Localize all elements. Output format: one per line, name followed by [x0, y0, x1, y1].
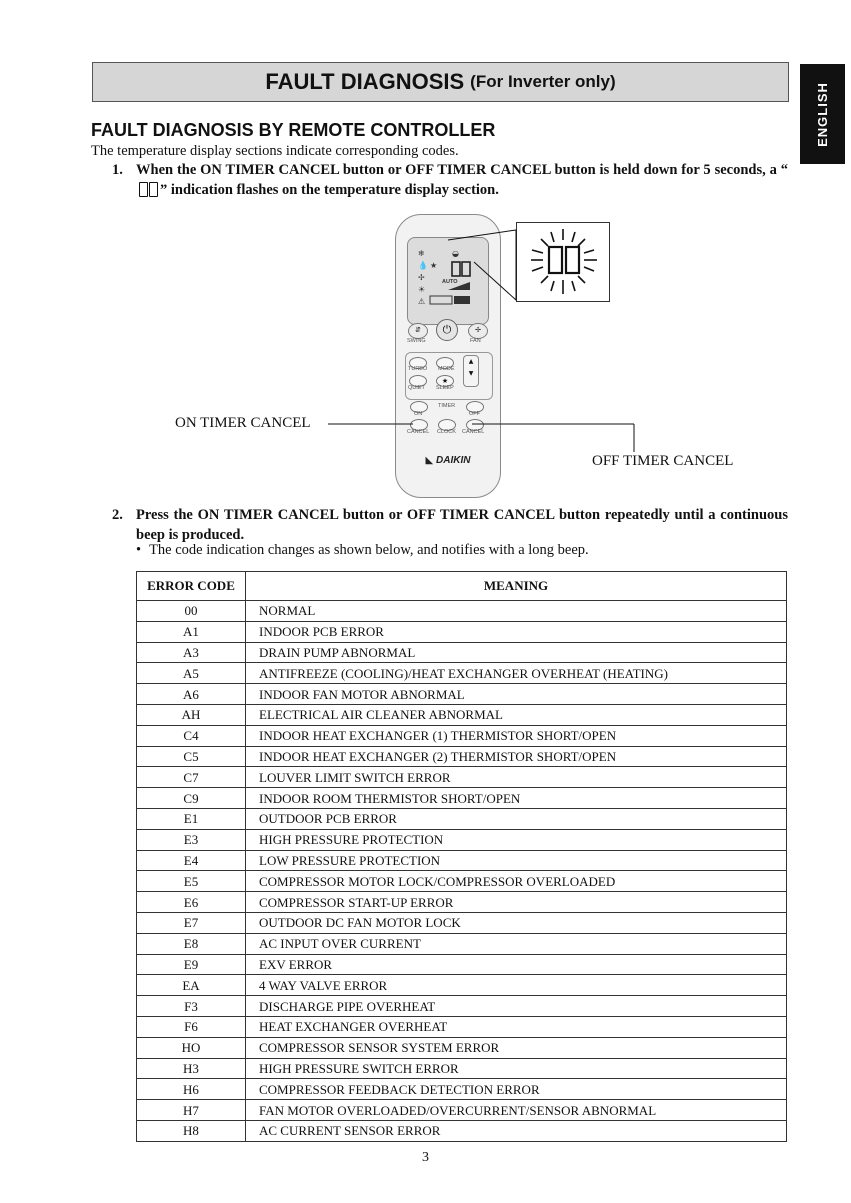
- error-code-cell: A3: [137, 642, 246, 663]
- figure-leader-lines: [0, 0, 851, 520]
- error-code-cell: E8: [137, 933, 246, 954]
- table-row: [137, 1120, 787, 1141]
- meaning-cell: FAN MOTOR OVERLOADED/OVERCURRENT/SENSOR ABNORMAL: [246, 1100, 787, 1121]
- meaning-cell: AC INPUT OVER CURRENT: [246, 933, 787, 954]
- language-tab-label: ENGLISH: [815, 81, 831, 147]
- table-row: [137, 621, 787, 642]
- lcd-auto-label: AUTO: [442, 279, 458, 285]
- error-code-cell: E6: [137, 892, 246, 913]
- swing-button[interactable]: ⇵: [408, 323, 428, 339]
- error-code-cell: E4: [137, 850, 246, 871]
- table-header-row: [137, 572, 787, 601]
- meaning-cell: LOUVER LIMIT SWITCH ERROR: [246, 767, 787, 788]
- table-row: [137, 1037, 787, 1058]
- clock-label: CLOCK: [437, 429, 456, 435]
- error-code-header: ERROR CODE: [137, 572, 246, 601]
- error-code-cell: E7: [137, 912, 246, 933]
- meaning-cell: EXV ERROR: [246, 954, 787, 975]
- meaning-header: MEANING: [246, 572, 787, 601]
- meaning-cell: AC CURRENT SENSOR ERROR: [246, 1120, 787, 1141]
- step-1-number: 1.: [112, 162, 123, 178]
- error-code-cell: H7: [137, 1100, 246, 1121]
- meaning-cell: COMPRESSOR START-UP ERROR: [246, 892, 787, 913]
- table-row: [137, 933, 787, 954]
- off-label: OFF: [469, 411, 480, 417]
- mode-label: MODE: [438, 366, 455, 372]
- table-row: [137, 996, 787, 1017]
- meaning-cell: HEAT EXCHANGER OVERHEAT: [246, 1016, 787, 1037]
- error-code-cell: E9: [137, 954, 246, 975]
- error-code-cell: F6: [137, 1016, 246, 1037]
- cancel-left-label: CANCEL: [407, 429, 430, 435]
- swing-label: SWING: [407, 338, 426, 344]
- error-code-cell: H8: [137, 1120, 246, 1141]
- meaning-cell: COMPRESSOR SENSOR SYSTEM ERROR: [246, 1037, 787, 1058]
- meaning-cell: LOW PRESSURE PROTECTION: [246, 850, 787, 871]
- error-code-cell: C7: [137, 767, 246, 788]
- table-row: [137, 850, 787, 871]
- page-number: 3: [422, 1150, 429, 1165]
- error-code-table: [136, 571, 787, 1142]
- meaning-cell: DISCHARGE PIPE OVERHEAT: [246, 996, 787, 1017]
- turbo-label: TURBO: [408, 366, 428, 372]
- table-row: [137, 954, 787, 975]
- meaning-cell: INDOOR HEAT EXCHANGER (2) THERMISTOR SHORT/OPEN: [246, 746, 787, 767]
- meaning-cell: INDOOR PCB ERROR: [246, 621, 787, 642]
- table-row: [137, 808, 787, 829]
- error-code-cell: C4: [137, 725, 246, 746]
- meaning-cell: INDOOR ROOM THERMISTOR SHORT/OPEN: [246, 788, 787, 809]
- on-label: ON: [414, 411, 423, 417]
- svg-text:☀: ☀: [418, 285, 426, 294]
- power-button[interactable]: ⏻: [436, 319, 458, 341]
- error-code-cell: F3: [137, 996, 246, 1017]
- fan-label: FAN: [470, 338, 481, 344]
- error-code-cell: A1: [137, 621, 246, 642]
- svg-text:★: ★: [430, 261, 438, 270]
- timer-label: TIMER: [438, 403, 456, 409]
- svg-text:⚠: ⚠: [418, 297, 426, 306]
- table-row: [137, 975, 787, 996]
- banner-subtitle: (For Inverter only): [470, 72, 616, 91]
- svg-text:✢: ✢: [418, 273, 425, 282]
- table-row: [137, 684, 787, 705]
- table-row: [137, 746, 787, 767]
- error-code-cell: C9: [137, 788, 246, 809]
- step-2-text: Press the ON TIMER CANCEL button or OFF TIMER CANCEL button repeatedly until a continuous beep is produced.: [136, 507, 788, 543]
- table-row: [137, 1079, 787, 1100]
- svg-text:◒: ◒: [452, 249, 459, 258]
- section-title: FAULT DIAGNOSIS BY REMOTE CONTROLLER: [91, 120, 496, 140]
- brand-text: DAIKIN: [436, 455, 471, 466]
- meaning-cell: HIGH PRESSURE SWITCH ERROR: [246, 1058, 787, 1079]
- error-code-rows: [137, 601, 787, 1142]
- table-row: [137, 829, 787, 850]
- error-code-cell: EA: [137, 975, 246, 996]
- error-code-cell: A6: [137, 684, 246, 705]
- daikin-logo-icon: ◣: [425, 455, 434, 466]
- table-row: [137, 601, 787, 622]
- table-row: [137, 642, 787, 663]
- meaning-cell: NORMAL: [246, 601, 787, 622]
- step-2-bullet: [136, 542, 589, 559]
- table-row: [137, 1100, 787, 1121]
- error-code-cell: E3: [137, 829, 246, 850]
- error-code-cell: E5: [137, 871, 246, 892]
- on-timer-cancel-callout: ON TIMER CANCEL: [175, 415, 311, 431]
- meaning-cell: ELECTRICAL AIR CLEANER ABNORMAL: [246, 704, 787, 725]
- fan-button[interactable]: ✢: [468, 323, 488, 339]
- error-code-cell: E1: [137, 808, 246, 829]
- error-code-cell: HO: [137, 1037, 246, 1058]
- step-1-text-after: ” indication flashes on the temperature display section.: [160, 182, 499, 198]
- error-code-cell: AH: [137, 704, 246, 725]
- sleep-label: SLEEP: [436, 385, 454, 391]
- svg-text:💧: 💧: [418, 261, 428, 270]
- table-row: [137, 1058, 787, 1079]
- table-row: [137, 663, 787, 684]
- meaning-cell: COMPRESSOR FEEDBACK DETECTION ERROR: [246, 1079, 787, 1100]
- table-row: [137, 1016, 787, 1037]
- error-code-cell: C5: [137, 746, 246, 767]
- table-row: [137, 767, 787, 788]
- bullet-dot-icon: •: [136, 542, 142, 558]
- table-row: [137, 892, 787, 913]
- meaning-cell: COMPRESSOR MOTOR LOCK/COMPRESSOR OVERLOADED: [246, 871, 787, 892]
- meaning-cell: INDOOR HEAT EXCHANGER (1) THERMISTOR SHORT/OPEN: [246, 725, 787, 746]
- banner-title: FAULT DIAGNOSIS: [265, 69, 465, 94]
- table-row: [137, 912, 787, 933]
- step-1-text-before: When the ON TIMER CANCEL button or OFF TIMER CANCEL button is held down for 5 seconds, a “: [136, 162, 788, 178]
- meaning-cell: OUTDOOR PCB ERROR: [246, 808, 787, 829]
- meaning-cell: HIGH PRESSURE PROTECTION: [246, 829, 787, 850]
- bullet-text: The code indication changes as shown below, and notifies with a long beep.: [149, 542, 589, 558]
- off-timer-cancel-callout: OFF TIMER CANCEL: [592, 453, 734, 469]
- quiet-label: QUIET: [408, 385, 425, 391]
- meaning-cell: DRAIN PUMP ABNORMAL: [246, 642, 787, 663]
- step-2-number: 2.: [112, 507, 123, 523]
- error-code-cell: H3: [137, 1058, 246, 1079]
- error-code-cell: 00: [137, 601, 246, 622]
- table-row: [137, 704, 787, 725]
- table-row: [137, 871, 787, 892]
- error-code-cell: H6: [137, 1079, 246, 1100]
- meaning-cell: OUTDOOR DC FAN MOTOR LOCK: [246, 912, 787, 933]
- table-row: [137, 788, 787, 809]
- error-code-cell: A5: [137, 663, 246, 684]
- table-row: [137, 725, 787, 746]
- meaning-cell: 4 WAY VALVE ERROR: [246, 975, 787, 996]
- step-2: [112, 505, 788, 545]
- temperature-up-down-button[interactable]: ▲ ▼: [463, 355, 479, 387]
- meaning-cell: INDOOR FAN MOTOR ABNORMAL: [246, 684, 787, 705]
- meaning-cell: ANTIFREEZE (COOLING)/HEAT EXCHANGER OVERHEAT (HEATING): [246, 663, 787, 684]
- svg-text:❄: ❄: [418, 249, 425, 258]
- sleep-button[interactable]: ★: [436, 375, 454, 387]
- cancel-right-label: CANCEL: [462, 429, 485, 435]
- intro-text: The temperature display sections indicate corresponding codes.: [91, 143, 459, 159]
